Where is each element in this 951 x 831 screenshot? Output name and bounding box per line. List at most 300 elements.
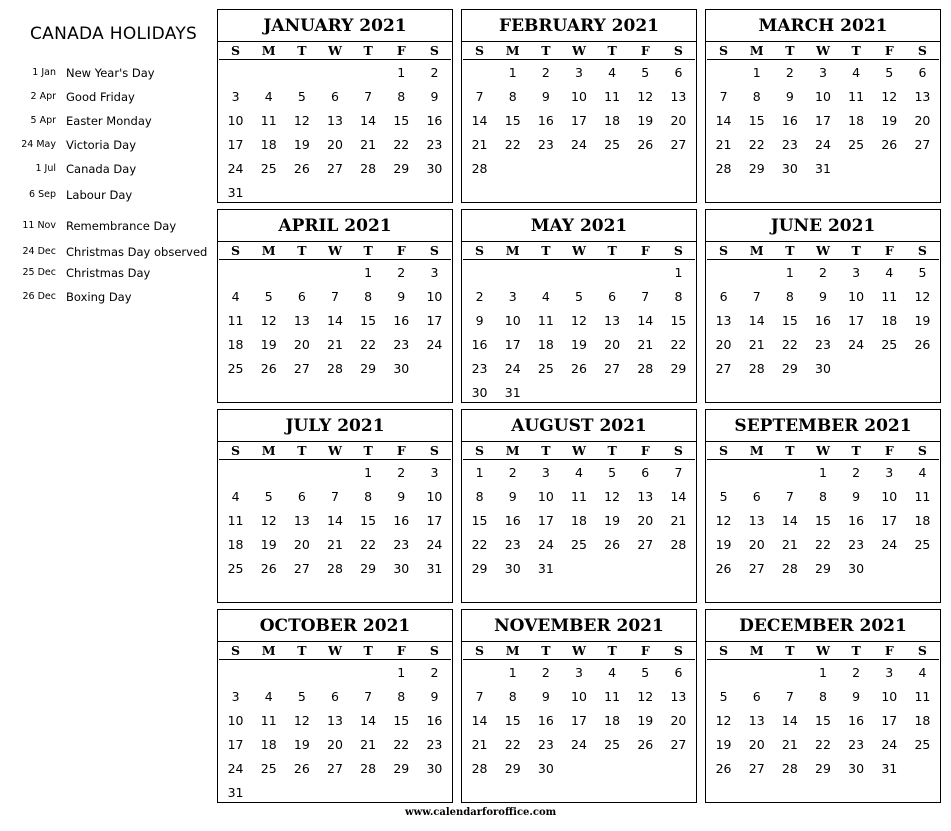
day-cell: 28 [360,761,377,776]
weekday-label: F [640,243,650,258]
day-cell: 14 [781,713,798,728]
day-cell: 16 [426,113,443,128]
day-cell: 21 [360,737,377,752]
holiday-item [0,66,212,82]
day-cell: 29 [360,361,377,376]
day-cell: 3 [508,289,517,304]
day-cell: 4 [918,465,927,480]
day-cell: 23 [848,737,865,752]
weekday-label: S [917,43,927,58]
day-cell: 26 [260,361,277,376]
footer-url[interactable]: www.calendarforoffice.com [405,807,557,818]
weekday-label: W [571,243,587,258]
weekday-label: S [917,443,927,458]
day-cell: 31 [815,161,831,176]
day-cell: 10 [227,713,244,728]
day-cell: 22 [471,537,488,552]
day-cell: 6 [752,689,761,704]
day-cell: 5 [641,65,650,80]
day-cell: 18 [604,713,621,728]
day-cell: 14 [327,313,343,328]
day-cell: 10 [881,689,898,704]
day-cell: 2 [475,289,484,304]
holiday-item [0,219,212,235]
day-cell: 5 [641,665,650,680]
weekday-label: T [297,643,307,658]
day-cell: 10 [504,313,521,328]
empty-day-cell [496,261,529,285]
day-cell: 19 [881,113,898,128]
weekday-label: T [363,643,373,658]
day-cell: 14 [360,113,377,128]
day-cell: 23 [537,137,554,152]
month-calendar [705,209,941,403]
weekday-label: S [673,643,683,658]
day-cell: 11 [914,489,931,504]
day-cell: 23 [504,537,521,552]
weekday-label: T [785,643,795,658]
holiday-date: 11 Nov [22,220,56,231]
day-cell: 10 [571,89,587,104]
day-cell: 4 [885,265,894,280]
day-cell: 30 [471,385,488,400]
day-cell: 17 [426,513,443,528]
month-title: JANUARY 2021 [218,10,452,42]
weekday-header [463,42,695,60]
day-cell: 24 [227,161,244,176]
day-cell: 13 [293,513,310,528]
weekday-label: W [815,43,831,58]
weekday-label: F [640,43,650,58]
weekday-label: S [475,643,485,658]
day-cell: 5 [264,489,273,504]
day-cell: 25 [227,561,244,576]
weekday-label: M [749,643,764,658]
day-cell: 17 [881,713,898,728]
day-cell: 15 [393,713,410,728]
day-grid [707,60,939,181]
empty-day-cell [740,661,773,685]
day-cell: 3 [885,465,894,480]
weekday-label: S [429,243,439,258]
day-cell: 11 [604,89,621,104]
day-cell: 14 [637,313,654,328]
day-cell: 30 [426,161,443,176]
day-cell: 30 [848,761,865,776]
month-title: AUGUST 2021 [462,410,696,442]
weekday-label: W [815,443,831,458]
day-cell: 12 [637,689,654,704]
day-cell: 28 [637,361,654,376]
day-cell: 23 [426,737,443,752]
holiday-date: 1 Jan [32,67,56,78]
day-cell: 8 [397,689,406,704]
weekday-label: T [541,443,551,458]
day-cell: 3 [819,65,827,80]
day-cell: 7 [331,489,339,504]
day-cell: 13 [604,313,621,328]
day-cell: 8 [397,89,406,104]
day-cell: 10 [881,489,898,504]
day-grid [463,60,695,181]
day-cell: 2 [819,265,827,280]
empty-day-cell [596,261,629,285]
day-cell: 27 [327,161,343,176]
day-cell: 9 [852,689,861,704]
day-cell: 13 [748,713,765,728]
weekday-header [219,642,451,660]
weekday-label: M [261,443,276,458]
empty-day-cell [219,661,252,685]
holiday-date: 2 Apr [30,91,56,102]
weekday-label: W [571,643,587,658]
weekday-label: T [851,643,861,658]
day-cell: 24 [571,137,587,152]
weekday-label: T [541,43,551,58]
day-cell: 11 [537,313,554,328]
day-cell: 26 [715,761,732,776]
day-cell: 4 [575,465,583,480]
empty-day-cell [318,461,351,485]
day-cell: 19 [604,513,621,528]
day-cell: 19 [293,737,310,752]
day-cell: 9 [785,89,794,104]
holiday-date: 1 Jul [35,163,56,174]
day-cell: 29 [360,561,377,576]
day-cell: 22 [504,737,521,752]
day-cell: 8 [785,289,794,304]
day-cell: 17 [571,713,587,728]
holiday-name: Labour Day [66,188,133,202]
holiday-item [0,90,212,106]
day-cell: 28 [327,561,343,576]
month-title: MARCH 2021 [706,10,940,42]
day-cell: 28 [471,161,488,176]
day-cell: 23 [848,537,865,552]
empty-day-cell [285,661,318,685]
day-cell: 15 [471,513,488,528]
month-title: SEPTEMBER 2021 [706,410,940,442]
weekday-header [463,442,695,460]
weekday-label: W [571,443,587,458]
day-cell: 11 [571,489,587,504]
empty-day-cell [707,61,740,85]
day-cell: 7 [364,689,373,704]
day-cell: 8 [364,289,373,304]
day-cell: 25 [914,737,931,752]
day-cell: 5 [885,65,894,80]
day-cell: 13 [637,489,654,504]
weekday-label: M [261,243,276,258]
day-cell: 26 [715,561,732,576]
empty-day-cell [285,61,318,85]
day-cell: 21 [327,337,343,352]
day-cell: 12 [260,513,277,528]
day-cell: 20 [604,337,621,352]
empty-day-cell [707,461,740,485]
weekday-label: S [231,443,241,458]
holiday-date: 5 Apr [30,115,56,126]
day-cell: 21 [471,137,488,152]
day-cell: 12 [637,89,654,104]
day-cell: 18 [260,137,277,152]
weekday-header [707,42,939,60]
weekday-label: S [719,43,729,58]
day-cell: 22 [781,337,798,352]
day-cell: 16 [848,513,865,528]
weekday-header [219,42,451,60]
weekday-label: M [505,43,520,58]
month-calendar [217,209,453,403]
day-cell: 25 [914,537,931,552]
day-cell: 29 [815,561,831,576]
weekday-label: F [396,643,406,658]
holiday-item [0,188,212,204]
day-cell: 28 [781,561,798,576]
day-cell: 28 [327,361,343,376]
day-cell: 10 [426,489,443,504]
day-cell: 20 [670,113,687,128]
day-cell: 8 [475,489,484,504]
empty-day-cell [740,461,773,485]
day-cell: 8 [752,89,761,104]
day-cell: 25 [571,537,587,552]
day-cell: 24 [815,137,831,152]
day-cell: 7 [674,465,683,480]
day-cell: 18 [260,737,277,752]
weekday-label: S [429,443,439,458]
day-cell: 16 [504,513,521,528]
day-cell: 8 [364,489,373,504]
day-cell: 14 [781,513,798,528]
day-cell: 4 [852,65,861,80]
day-cell: 30 [848,561,865,576]
day-cell: 17 [227,137,244,152]
day-cell: 30 [426,761,443,776]
day-cell: 29 [670,361,687,376]
day-cell: 18 [848,113,865,128]
day-cell: 18 [227,337,244,352]
day-cell: 1 [819,465,827,480]
day-cell: 28 [360,161,377,176]
weekday-label: T [607,43,617,58]
day-cell: 21 [781,737,798,752]
day-cell: 1 [674,265,683,280]
day-cell: 1 [785,265,794,280]
day-cell: 17 [571,113,587,128]
day-cell: 29 [815,761,831,776]
day-cell: 16 [781,113,798,128]
weekday-label: T [297,243,307,258]
day-cell: 29 [393,761,410,776]
day-cell: 2 [508,465,517,480]
day-cell: 4 [608,65,617,80]
weekday-label: M [505,643,520,658]
day-cell: 17 [881,513,898,528]
day-cell: 25 [604,137,621,152]
day-cell: 14 [327,513,343,528]
month-calendar [461,209,697,403]
weekday-label: T [541,243,551,258]
weekday-label: T [607,443,617,458]
day-cell: 18 [227,537,244,552]
day-cell: 2 [541,665,550,680]
day-cell: 4 [264,689,273,704]
day-cell: 27 [293,361,310,376]
month-calendar [217,609,453,803]
day-cell: 27 [748,561,765,576]
day-cell: 11 [914,689,931,704]
weekday-label: F [640,443,650,458]
day-cell: 22 [504,137,521,152]
weekday-label: T [607,243,617,258]
day-cell: 16 [848,713,865,728]
day-cell: 8 [819,689,827,704]
day-cell: 19 [260,537,277,552]
weekday-label: M [749,443,764,458]
day-cell: 6 [297,489,306,504]
day-cell: 12 [715,713,732,728]
day-cell: 22 [748,137,765,152]
weekday-label: S [429,643,439,658]
day-grid [463,460,695,581]
holiday-item [0,290,212,306]
day-cell: 15 [360,313,377,328]
empty-day-cell [252,661,285,685]
day-cell: 3 [852,265,861,280]
day-cell: 3 [885,665,894,680]
month-title: APRIL 2021 [218,210,452,242]
weekday-label: F [396,243,406,258]
month-calendar [705,409,941,603]
day-cell: 11 [260,113,277,128]
weekday-label: F [884,643,894,658]
day-cell: 27 [670,737,687,752]
weekday-label: T [363,243,373,258]
day-cell: 21 [637,337,654,352]
day-cell: 30 [393,561,410,576]
day-cell: 13 [670,689,687,704]
day-cell: 14 [715,113,732,128]
weekday-label: S [475,243,485,258]
day-cell: 20 [327,737,343,752]
day-grid [219,260,451,381]
day-cell: 1 [819,665,827,680]
weekday-label: F [884,243,894,258]
day-cell: 29 [393,161,410,176]
day-cell: 21 [781,537,798,552]
weekday-label: S [231,243,241,258]
day-cell: 9 [508,489,517,504]
day-cell: 14 [360,713,377,728]
day-cell: 31 [881,761,898,776]
empty-day-cell [318,261,351,285]
day-cell: 13 [914,89,931,104]
day-cell: 20 [914,113,931,128]
weekday-label: T [851,443,861,458]
day-cell: 4 [231,289,240,304]
day-cell: 23 [471,361,488,376]
day-cell: 19 [715,737,732,752]
day-grid [219,660,451,805]
day-cell: 6 [331,689,339,704]
day-cell: 19 [571,337,587,352]
weekday-label: S [719,243,729,258]
day-cell: 2 [852,465,861,480]
day-cell: 10 [571,689,587,704]
day-cell: 24 [881,537,898,552]
weekday-label: T [297,443,307,458]
day-cell: 20 [293,337,310,352]
day-cell: 20 [715,337,732,352]
day-cell: 18 [537,337,554,352]
day-cell: 30 [781,161,798,176]
day-cell: 15 [815,713,831,728]
day-cell: 6 [641,465,650,480]
day-cell: 1 [364,465,373,480]
day-cell: 11 [227,313,244,328]
weekday-label: M [749,43,764,58]
day-cell: 12 [293,113,310,128]
day-cell: 5 [297,89,306,104]
empty-day-cell [219,461,252,485]
day-cell: 12 [604,489,621,504]
day-cell: 14 [670,489,687,504]
day-cell: 27 [670,137,687,152]
day-cell: 12 [715,513,732,528]
weekday-label: M [749,243,764,258]
day-cell: 9 [475,313,484,328]
day-cell: 25 [604,737,621,752]
day-cell: 26 [260,561,277,576]
empty-day-cell [352,661,385,685]
day-cell: 24 [537,537,554,552]
day-cell: 26 [881,137,898,152]
day-cell: 13 [293,313,310,328]
weekday-label: S [475,443,485,458]
day-cell: 8 [508,689,517,704]
weekday-header [219,242,451,260]
day-cell: 22 [670,337,687,352]
holiday-name: New Year's Day [66,66,155,80]
day-cell: 4 [918,665,927,680]
month-calendar [461,409,697,603]
day-cell: 24 [848,337,865,352]
empty-day-cell [252,261,285,285]
month-calendar [705,9,941,203]
day-cell: 14 [471,713,488,728]
day-cell: 6 [719,289,728,304]
empty-day-cell [219,61,252,85]
day-cell: 21 [360,137,377,152]
weekday-label: F [884,43,894,58]
weekday-label: F [884,443,894,458]
day-cell: 19 [914,313,931,328]
day-cell: 15 [781,313,798,328]
day-cell: 20 [748,737,765,752]
day-cell: 12 [881,89,898,104]
day-cell: 23 [815,337,831,352]
weekday-label: T [851,43,861,58]
day-cell: 30 [504,561,521,576]
sidebar-title: CANADA HOLIDAYS [30,24,198,44]
day-cell: 31 [504,385,521,400]
month-title: FEBRUARY 2021 [462,10,696,42]
day-cell: 16 [426,713,443,728]
day-cell: 4 [541,289,550,304]
day-cell: 5 [297,689,306,704]
day-cell: 7 [364,89,373,104]
